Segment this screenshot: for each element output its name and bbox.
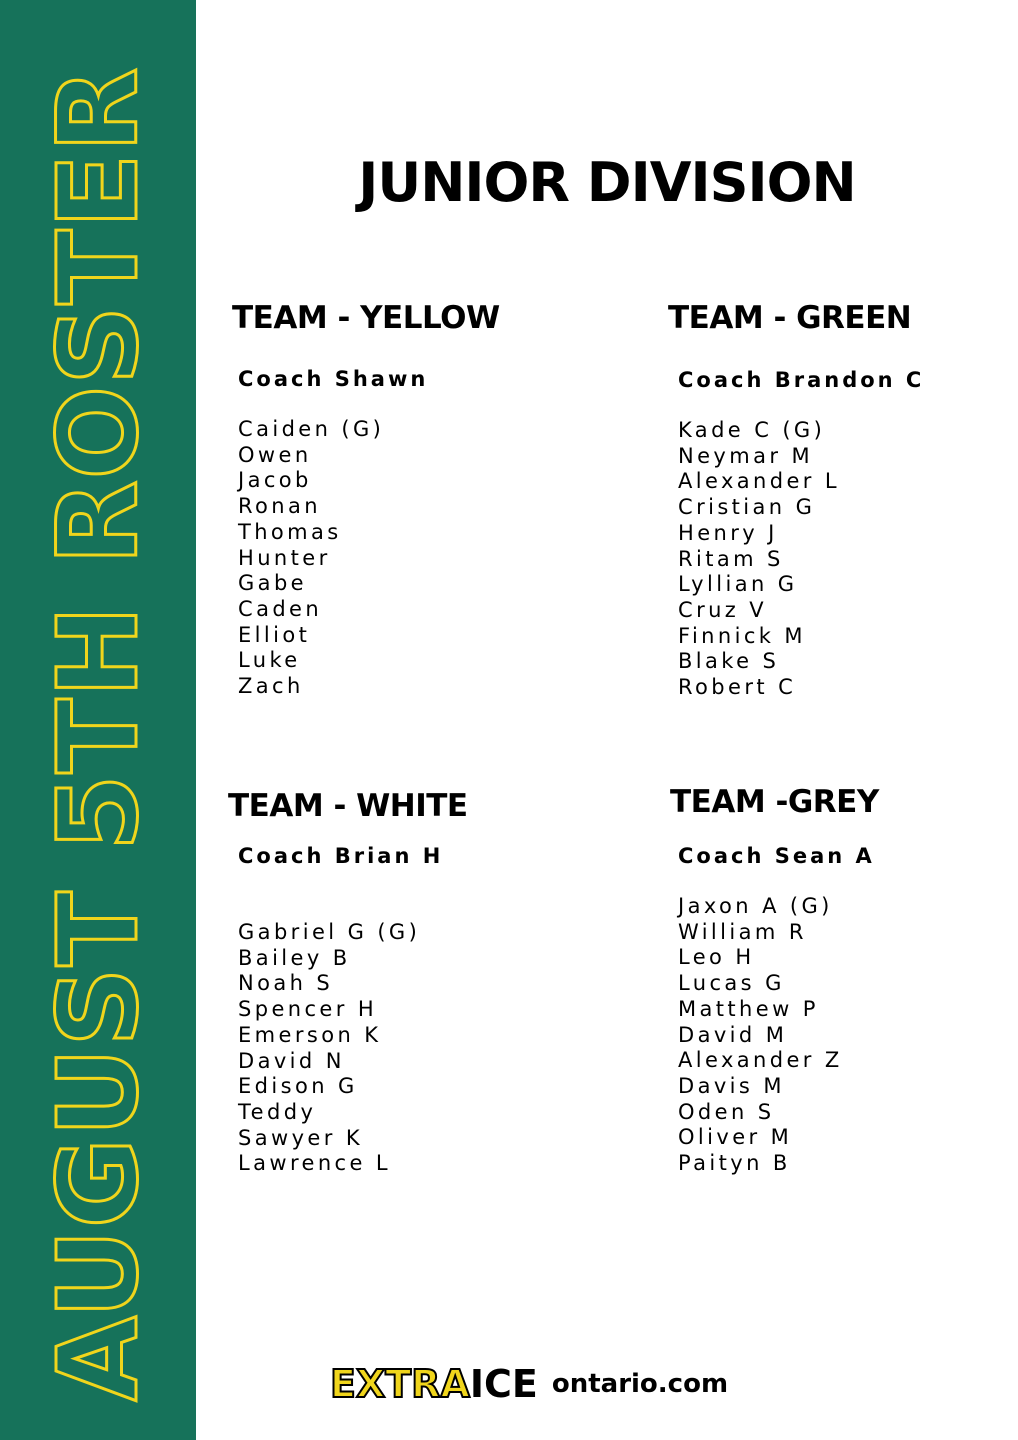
player-name: Blake S — [678, 649, 780, 674]
player-name: Owen — [238, 442, 312, 467]
player-name: Henry J — [678, 520, 778, 545]
player-name: Lucas G — [678, 971, 785, 996]
player-name: Sawyer K — [238, 1125, 364, 1150]
player-list — [238, 920, 420, 1177]
logo-extra-text: EXTRA — [330, 1362, 470, 1406]
coach-name: Coach Brandon C — [678, 368, 925, 392]
player-name: Alexander Z — [678, 1048, 843, 1073]
player-name: David M — [678, 1022, 788, 1047]
player-name: Cristian G — [678, 495, 816, 520]
page-title: JUNIOR DIVISION — [358, 151, 856, 214]
player-name: Finnick M — [678, 623, 806, 648]
logo-ice-text: ICE — [469, 1362, 538, 1406]
player-name: Neymar M — [678, 443, 814, 468]
player-name: Ritam S — [678, 546, 784, 571]
player-name: Edison G — [238, 1074, 358, 1099]
team-name: TEAM - GREEN — [668, 300, 912, 336]
player-list — [678, 418, 840, 701]
player-name: Davis M — [678, 1073, 785, 1098]
player-name: Emerson K — [238, 1022, 382, 1047]
footer — [330, 1358, 728, 1410]
player-name: Luke — [238, 648, 301, 673]
coach-name: Coach Brian H — [238, 844, 444, 868]
player-name: Lawrence L — [238, 1151, 391, 1176]
player-name: Ronan — [238, 494, 321, 519]
player-name: David N — [238, 1048, 345, 1073]
player-name: Bailey B — [238, 945, 351, 970]
sidebar — [0, 0, 196, 1440]
player-name: Teddy — [238, 1099, 317, 1124]
player-name: Cruz V — [678, 597, 768, 622]
extraice-logo — [330, 1362, 538, 1406]
team-name: TEAM - WHITE — [228, 788, 468, 824]
player-name: Leo H — [678, 945, 755, 970]
team-name: TEAM - YELLOW — [232, 300, 500, 336]
player-name: Paityn B — [678, 1151, 791, 1176]
player-name: Alexander L — [678, 469, 841, 494]
player-name: Noah S — [238, 971, 334, 996]
player-name: Spencer H — [238, 997, 378, 1022]
player-name: Matthew P — [678, 996, 819, 1021]
player-list — [238, 417, 384, 700]
player-name: Gabriel G (G) — [238, 920, 421, 944]
player-name: Caden — [238, 596, 323, 621]
player-name: Hunter — [238, 545, 331, 570]
site-domain: ontario.com — [551, 1369, 729, 1399]
player-name: Jacob — [238, 468, 312, 493]
player-name: Elliot — [238, 622, 311, 647]
player-name: Thomas — [238, 519, 342, 544]
coach-name: Coach Sean A — [678, 844, 875, 868]
player-list — [678, 894, 843, 1177]
player-name: Oden S — [678, 1099, 775, 1124]
player-name: Caiden (G) — [238, 417, 385, 441]
player-name: Robert C — [678, 675, 797, 700]
player-name: Oliver M — [678, 1125, 793, 1150]
player-name: Kade C (G) — [678, 418, 826, 442]
team-name: TEAM -GREY — [670, 784, 879, 820]
player-name: Gabe — [238, 571, 307, 596]
player-name: Zach — [238, 674, 304, 699]
coach-name: Coach Shawn — [238, 367, 429, 391]
player-name: Jaxon A (G) — [678, 894, 833, 918]
player-name: William R — [678, 919, 807, 944]
player-name: Lyllian G — [678, 572, 798, 597]
sidebar-title: AUGUST 5TH ROSTER — [34, 66, 162, 1402]
